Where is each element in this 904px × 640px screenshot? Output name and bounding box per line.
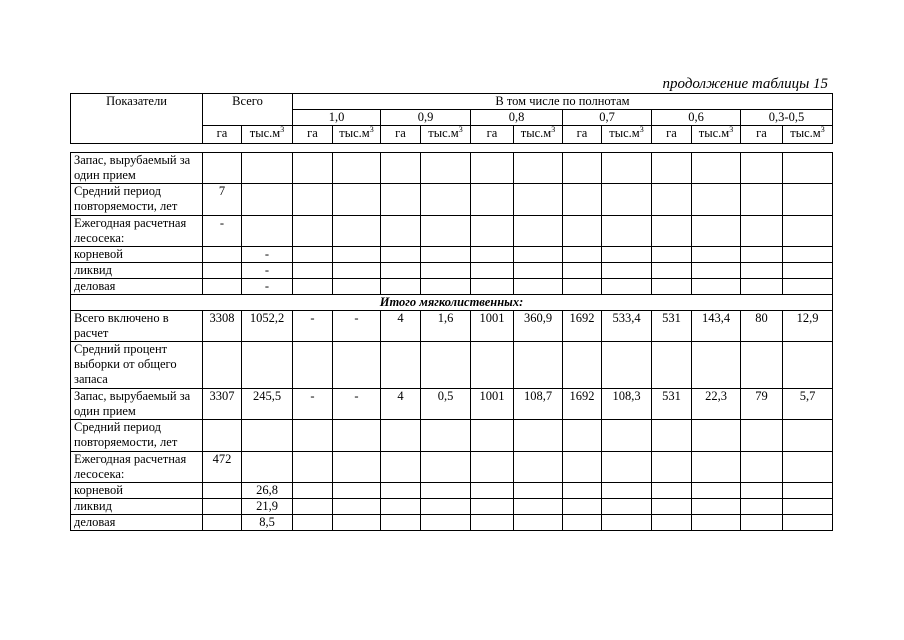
table-cell: 1,6: [421, 311, 471, 342]
table-cell: [514, 499, 563, 515]
row-label: Ежегодная расчетная лесосека:: [71, 216, 203, 247]
table-cell: [381, 184, 421, 216]
table-cell: [381, 279, 421, 295]
table-cell: 108,3: [602, 389, 652, 420]
spacer-row: [71, 144, 833, 153]
table-cell: [602, 153, 652, 184]
table-cell: [563, 184, 602, 216]
table-cell: [333, 342, 381, 389]
table-cell: [741, 483, 783, 499]
table-cell: [242, 342, 293, 389]
table-cell: 1052,2: [242, 311, 293, 342]
header-density: 0,3-0,5: [741, 110, 833, 126]
table-cell: [421, 499, 471, 515]
table-row: [71, 184, 833, 216]
table-row: [71, 216, 833, 247]
table-cell: 26,8: [242, 483, 293, 499]
table-cell: [471, 452, 514, 483]
table-cell: 1001: [471, 389, 514, 420]
table-cell: [242, 184, 293, 216]
forest-table: [70, 93, 833, 531]
table-cell: [333, 499, 381, 515]
table-cell: [421, 216, 471, 247]
table-cell: [471, 247, 514, 263]
table-cell: [381, 216, 421, 247]
table-cell: [563, 153, 602, 184]
table-cell: 472: [203, 452, 242, 483]
table-cell: [602, 420, 652, 452]
table-cell: [783, 216, 833, 247]
table-cell: [514, 247, 563, 263]
table-cell: [333, 263, 381, 279]
table-cell: [421, 247, 471, 263]
table-cell: [741, 216, 783, 247]
table-row: [71, 420, 833, 452]
table-cell: [783, 247, 833, 263]
table-cell: [783, 279, 833, 295]
table-cell: 22,3: [692, 389, 741, 420]
table-cell: [203, 499, 242, 515]
table-cell: [602, 342, 652, 389]
table-cell: [471, 515, 514, 531]
table-cell: [293, 247, 333, 263]
table-cell: [381, 515, 421, 531]
header-by-density: В том числе по полнотам: [293, 94, 833, 110]
table-cell: 7: [203, 184, 242, 216]
table-cell: 1692: [563, 389, 602, 420]
table-cell: [783, 153, 833, 184]
table-cell: [514, 420, 563, 452]
table-cell: [242, 216, 293, 247]
row-label: Средний процент выборки от общего запаса: [71, 342, 203, 389]
row-label: корневой: [71, 247, 203, 263]
table-cell: -: [293, 389, 333, 420]
table-cell: [293, 420, 333, 452]
table-cell: [514, 184, 563, 216]
table-cell: [514, 153, 563, 184]
table-cell: [783, 184, 833, 216]
table-cell: [242, 420, 293, 452]
table-cell: [783, 483, 833, 499]
table-cell: [381, 452, 421, 483]
table-cell: 8,5: [242, 515, 293, 531]
table-cell: [421, 515, 471, 531]
table-row: [71, 153, 833, 184]
table-cell: [514, 515, 563, 531]
table-row: [71, 279, 833, 295]
table-cell: [242, 452, 293, 483]
header-row-1: [71, 94, 833, 110]
table-cell: [293, 263, 333, 279]
table-cell: -: [242, 263, 293, 279]
header-indicators: Показатели: [71, 94, 203, 144]
table-cell: [203, 483, 242, 499]
header-density: 1,0: [293, 110, 381, 126]
table-cell: [563, 420, 602, 452]
table-cell: [602, 279, 652, 295]
table-cell: [563, 342, 602, 389]
table-cell: [652, 263, 692, 279]
table-cell: [692, 153, 741, 184]
unit-ha: га: [563, 126, 602, 144]
unit-ha: га: [741, 126, 783, 144]
section-title: Итого мягколиственных:: [71, 295, 833, 311]
table-cell: [203, 153, 242, 184]
table-cell: 4: [381, 389, 421, 420]
table-cell: [514, 263, 563, 279]
table-cell: [692, 184, 741, 216]
table-cell: 360,9: [514, 311, 563, 342]
table-cell: [741, 499, 783, 515]
table-cell: [203, 515, 242, 531]
row-label: Всего включено в расчет: [71, 311, 203, 342]
table-cell: 80: [741, 311, 783, 342]
table-cell: [381, 247, 421, 263]
table-cell: 5,7: [783, 389, 833, 420]
table-cell: [602, 499, 652, 515]
table-cell: [333, 515, 381, 531]
table-cell: [333, 483, 381, 499]
table-cell: [741, 279, 783, 295]
table-cell: [563, 247, 602, 263]
table-cell: [652, 279, 692, 295]
table-cell: [741, 515, 783, 531]
unit-ha: га: [381, 126, 421, 144]
unit-ha: га: [203, 126, 242, 144]
row-label: Запас, вырубаемый за один прием: [71, 153, 203, 184]
row-label: ликвид: [71, 263, 203, 279]
table-cell: [514, 216, 563, 247]
table-cell: 531: [652, 389, 692, 420]
table-cell: -: [333, 389, 381, 420]
table-cell: [563, 216, 602, 247]
table-cell: [421, 184, 471, 216]
table-cell: [692, 279, 741, 295]
unit-ha: га: [652, 126, 692, 144]
table-cell: 533,4: [602, 311, 652, 342]
table-cell: 4: [381, 311, 421, 342]
table-cell: [203, 342, 242, 389]
table-row: [71, 452, 833, 483]
table-cell: [514, 342, 563, 389]
table-cell: [381, 483, 421, 499]
table-cell: -: [203, 216, 242, 247]
table-cell: [333, 153, 381, 184]
table-cell: [293, 279, 333, 295]
table-cell: 1692: [563, 311, 602, 342]
table-cell: [381, 420, 421, 452]
table-row: [71, 389, 833, 420]
table-cell: [203, 420, 242, 452]
table-cell: 1001: [471, 311, 514, 342]
row-label: Средний период повторяемости, лет: [71, 420, 203, 452]
table-cell: 79: [741, 389, 783, 420]
table-cell: [741, 342, 783, 389]
table-cell: [471, 342, 514, 389]
table-row: [71, 342, 833, 389]
table-cell: [421, 420, 471, 452]
table-cell: [741, 452, 783, 483]
table-cell: 531: [652, 311, 692, 342]
table-cell: [471, 499, 514, 515]
table-cell: [242, 153, 293, 184]
table-cell: [471, 184, 514, 216]
table-cell: [783, 263, 833, 279]
table-cell: [293, 499, 333, 515]
table-cell: [471, 216, 514, 247]
table-row: [71, 263, 833, 279]
unit-ha: га: [471, 126, 514, 144]
table-cell: [471, 420, 514, 452]
table-cell: [652, 153, 692, 184]
table-cell: [333, 452, 381, 483]
table-cell: [692, 247, 741, 263]
row-label: деловая: [71, 515, 203, 531]
table-cell: [293, 515, 333, 531]
table-cell: 0,5: [421, 389, 471, 420]
table-cell: [741, 153, 783, 184]
table-cell: [652, 499, 692, 515]
table-cell: [421, 342, 471, 389]
unit-m3: $тыс.м^3$: [692, 126, 741, 144]
table-cell: [471, 483, 514, 499]
table-cell: [692, 452, 741, 483]
table-cell: [381, 499, 421, 515]
row-label: Запас, вырубаемый за один прием: [71, 389, 203, 420]
table-cell: [602, 216, 652, 247]
table-cell: [293, 153, 333, 184]
table-cell: [203, 247, 242, 263]
table-cell: 3307: [203, 389, 242, 420]
table-cell: [471, 263, 514, 279]
table-cell: [421, 153, 471, 184]
table-cell: [381, 153, 421, 184]
row-label: Средний период повторяемости, лет: [71, 184, 203, 216]
table-cell: [783, 515, 833, 531]
table-cell: [652, 515, 692, 531]
table-cell: [333, 420, 381, 452]
table-cell: [783, 499, 833, 515]
table-cell: [203, 263, 242, 279]
row-label: корневой: [71, 483, 203, 499]
table-row: [71, 247, 833, 263]
table-cell: 108,7: [514, 389, 563, 420]
table-cell: [741, 420, 783, 452]
table-cell: [563, 483, 602, 499]
header-total: Всего: [203, 94, 293, 126]
table-cell: [783, 342, 833, 389]
table-cell: [333, 184, 381, 216]
table-cell: [741, 247, 783, 263]
row-label: ликвид: [71, 499, 203, 515]
row-label: Ежегодная расчетная лесосека:: [71, 452, 203, 483]
section-row: [71, 295, 833, 311]
table-cell: [692, 483, 741, 499]
table-cell: [783, 420, 833, 452]
table-cell: [602, 263, 652, 279]
table-cell: [652, 452, 692, 483]
unit-ha: га: [293, 126, 333, 144]
table-cell: [293, 483, 333, 499]
table-cell: 3308: [203, 311, 242, 342]
table-cell: [421, 452, 471, 483]
table-cell: [741, 184, 783, 216]
unit-m3: $тыс.м^3$: [242, 126, 293, 144]
table-cell: [692, 499, 741, 515]
table-cell: [421, 263, 471, 279]
table-cell: [203, 279, 242, 295]
table-cell: [563, 279, 602, 295]
table-cell: [471, 279, 514, 295]
table-cell: [563, 515, 602, 531]
unit-m3: $тыс.м^3$: [421, 126, 471, 144]
table-cell: -: [293, 311, 333, 342]
table-cell: [602, 452, 652, 483]
header-density: 0,9: [381, 110, 471, 126]
unit-m3: $тыс.м^3$: [514, 126, 563, 144]
table-cell: [421, 279, 471, 295]
table-cell: [421, 483, 471, 499]
table-cell: [514, 483, 563, 499]
table-cell: [652, 247, 692, 263]
header-density: 0,6: [652, 110, 741, 126]
table-cell: [692, 263, 741, 279]
table-cell: [381, 342, 421, 389]
unit-m3: $тыс.м^3$: [333, 126, 381, 144]
table-cell: [563, 263, 602, 279]
table-cell: 245,5: [242, 389, 293, 420]
unit-m3: $тыс.м^3$: [783, 126, 833, 144]
table-cell: [333, 247, 381, 263]
table-cell: [514, 279, 563, 295]
table-cell: [602, 247, 652, 263]
table-cell: [293, 452, 333, 483]
table-cell: [381, 263, 421, 279]
table-cell: [333, 216, 381, 247]
header-density: 0,8: [471, 110, 563, 126]
row-label: деловая: [71, 279, 203, 295]
table-cell: 12,9: [783, 311, 833, 342]
table-cell: [514, 452, 563, 483]
table-row: [71, 499, 833, 515]
table-row: [71, 311, 833, 342]
table-cell: [333, 279, 381, 295]
table-cell: [652, 342, 692, 389]
table-cell: [692, 342, 741, 389]
table-cell: [652, 184, 692, 216]
table-cell: [293, 184, 333, 216]
table-cell: [602, 483, 652, 499]
table-cell: [692, 420, 741, 452]
table-body: [71, 94, 833, 531]
table-cell: [471, 153, 514, 184]
table-cell: [602, 184, 652, 216]
table-cell: [293, 216, 333, 247]
table-cell: [741, 263, 783, 279]
table-cell: 21,9: [242, 499, 293, 515]
table-cell: [563, 499, 602, 515]
unit-m3: $тыс.м^3$: [602, 126, 652, 144]
table-cell: [692, 216, 741, 247]
table-row: [71, 483, 833, 499]
table-cell: [783, 452, 833, 483]
table-cell: -: [242, 279, 293, 295]
table-caption: продолжение таблицы 15: [662, 76, 828, 92]
table-cell: [602, 515, 652, 531]
table-cell: [563, 452, 602, 483]
header-density: 0,7: [563, 110, 652, 126]
table-row: [71, 515, 833, 531]
table-cell: 143,4: [692, 311, 741, 342]
table-cell: -: [242, 247, 293, 263]
table-cell: [293, 342, 333, 389]
table-cell: [652, 420, 692, 452]
table-cell: -: [333, 311, 381, 342]
table-cell: [652, 483, 692, 499]
table-cell: [692, 515, 741, 531]
table-cell: [652, 216, 692, 247]
